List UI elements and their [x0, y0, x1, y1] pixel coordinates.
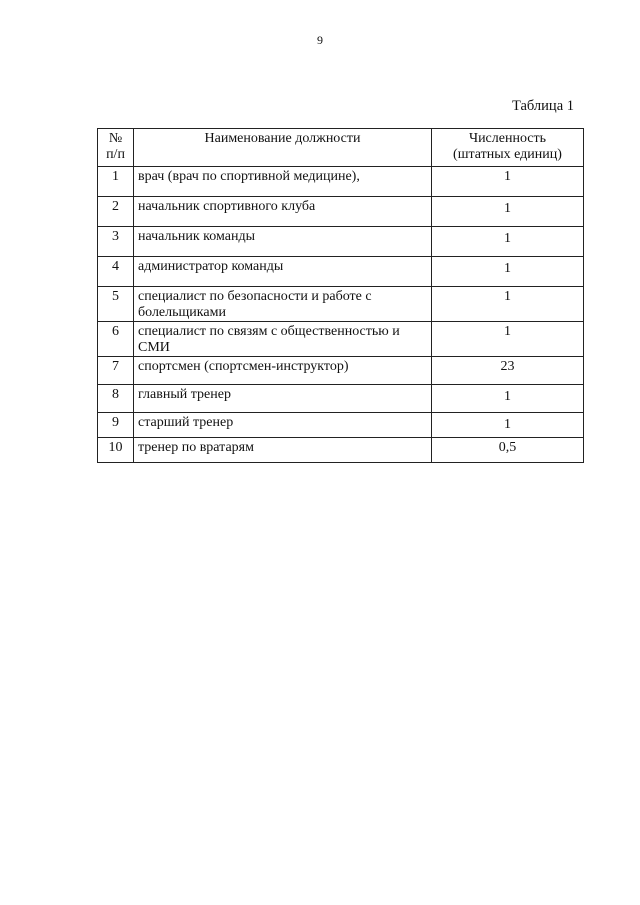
row-position-name: администратор команды [134, 257, 432, 287]
row-staff-count: 1 [432, 227, 584, 257]
row-staff-count: 1 [432, 287, 584, 322]
row-staff-count: 1 [432, 167, 584, 197]
row-position-name: специалист по безопасности и работе с болельщиками [134, 287, 432, 322]
header-position-name: Наименование должности [134, 129, 432, 167]
row-number: 8 [98, 385, 134, 413]
row-position-name: старший тренер [134, 413, 432, 438]
header-count-line2: (штатных единиц) [453, 147, 562, 162]
row-number: 3 [98, 227, 134, 257]
row-position-name: специалист по связям с общественностью и СМИ [134, 322, 432, 357]
table-row [98, 385, 584, 413]
table-row [98, 357, 584, 385]
row-staff-count: 1 [432, 413, 584, 438]
row-position-name: начальник спортивного клуба [134, 197, 432, 227]
table-caption: Таблица 1 [511, 98, 574, 114]
row-number: 9 [98, 413, 134, 438]
table-row [98, 197, 584, 227]
row-number: 7 [98, 357, 134, 385]
row-staff-count: 1 [432, 322, 584, 357]
table-row [98, 257, 584, 287]
row-position-name: врач (врач по спортивной медицине), [134, 167, 432, 197]
header-number-line1: № [108, 131, 123, 146]
row-number: 5 [98, 287, 134, 322]
row-staff-count: 1 [432, 385, 584, 413]
row-number: 4 [98, 257, 134, 287]
row-staff-count: 1 [432, 257, 584, 287]
row-number: 10 [98, 438, 134, 463]
table-row [98, 287, 584, 322]
row-number: 6 [98, 322, 134, 357]
header-number [98, 129, 134, 167]
row-position-name: спортсмен (спортсмен-инструктор) [134, 357, 432, 385]
row-number: 2 [98, 197, 134, 227]
table-row [98, 413, 584, 438]
row-staff-count: 23 [432, 357, 584, 385]
row-staff-count: 1 [432, 197, 584, 227]
row-position-name: тренер по вратарям [134, 438, 432, 463]
header-staff-count [432, 129, 584, 167]
row-position-name: главный тренер [134, 385, 432, 413]
staff-table [97, 128, 584, 463]
header-number-line2: п/п [106, 147, 125, 162]
row-staff-count: 0,5 [432, 438, 584, 463]
row-position-name: начальник команды [134, 227, 432, 257]
table-row [98, 438, 584, 463]
table-header-row [98, 129, 584, 167]
row-number: 1 [98, 167, 134, 197]
header-count-line1: Численность [468, 131, 547, 146]
table-row [98, 227, 584, 257]
table-row [98, 322, 584, 357]
table-row [98, 167, 584, 197]
page-number: 9 [317, 33, 323, 47]
